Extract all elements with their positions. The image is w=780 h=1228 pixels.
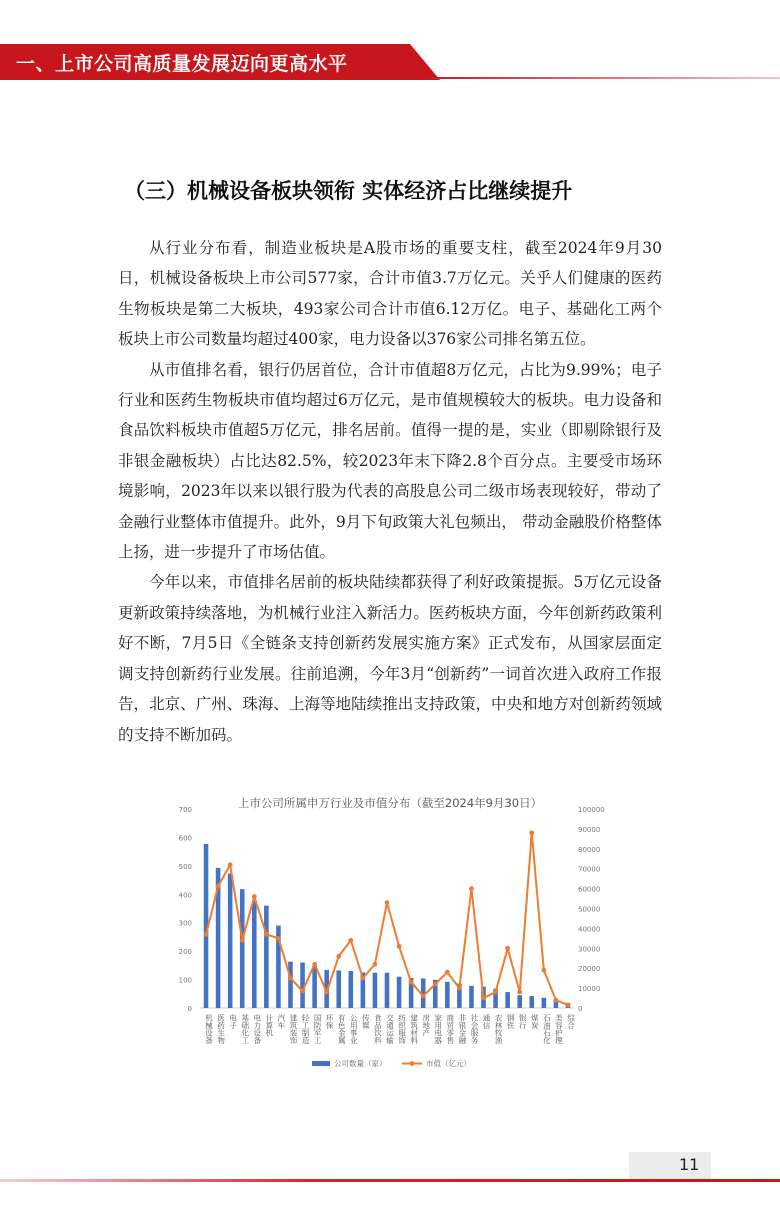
bar <box>373 973 378 1008</box>
category-label: 建筑材料 <box>409 1014 419 1044</box>
category-label: 交通运输 <box>385 1014 395 1044</box>
bar <box>445 982 450 1008</box>
category-label: 轻工制造 <box>301 1014 311 1044</box>
line-point <box>324 990 329 995</box>
category-label: 社会服务 <box>469 1014 479 1044</box>
bar <box>312 966 317 1008</box>
y-right-tick-label: 50000 <box>578 905 601 914</box>
bar <box>288 962 293 1008</box>
category-label: 机械设备 <box>204 1014 214 1044</box>
legend-label: 公司数量（家） <box>334 1059 387 1068</box>
line-point <box>204 932 209 937</box>
line-point <box>566 1003 571 1008</box>
y-left-tick-label: 100 <box>178 976 192 985</box>
y-left-tick-label: 0 <box>187 1005 192 1013</box>
section-title: （三）机械设备板块领衔 实体经济占比继续提升 <box>124 179 573 203</box>
y-left-tick-label: 600 <box>178 834 192 843</box>
category-label: 纺织服饰 <box>397 1014 407 1044</box>
category-label: 基础化工 <box>240 1014 250 1044</box>
line-point <box>288 976 293 981</box>
category-label: 银行 <box>518 1014 528 1029</box>
y-left-tick-label: 300 <box>178 919 192 928</box>
line-point <box>385 900 390 905</box>
bar <box>529 996 534 1008</box>
category-label: 商贸零售 <box>445 1014 455 1044</box>
bar <box>385 973 390 1008</box>
line-point <box>312 962 317 967</box>
line-point <box>517 990 522 995</box>
bar <box>542 998 547 1008</box>
line-point <box>336 954 341 959</box>
y-left-tick-label: 200 <box>178 948 192 957</box>
category-label: 综合 <box>566 1014 576 1029</box>
body-text <box>118 233 662 750</box>
category-label: 农林牧渔 <box>494 1014 504 1044</box>
y-left-tick-label: 500 <box>178 862 192 871</box>
line-point <box>409 980 414 985</box>
legend-swatch-bar <box>312 1061 330 1066</box>
line-point <box>505 946 510 951</box>
y-right-tick-label: 100000 <box>578 806 605 814</box>
y-right-tick-label: 90000 <box>578 825 601 834</box>
y-left-tick-label: 700 <box>178 806 192 814</box>
line-point <box>264 932 269 937</box>
category-label: 家用电器 <box>433 1014 443 1044</box>
line-point <box>360 976 365 981</box>
category-label: 煤炭 <box>530 1014 540 1029</box>
category-label: 传媒 <box>361 1014 371 1029</box>
line-point <box>469 886 474 891</box>
bar <box>505 992 510 1008</box>
page-number: 11 <box>679 1155 700 1174</box>
category-label: 公用事业 <box>349 1014 359 1044</box>
line-point <box>240 938 245 943</box>
category-label: 石油石化 <box>542 1014 552 1044</box>
line-point <box>493 990 498 995</box>
paragraph: 今年以来，市值排名居前的板块陆续都获得了利好政策提振。5万亿元设备更新政策持续落地，为机械行业注入新活力。医药板块方面，今年创新药政策利好不断，7月5日《全链条支持创新药发展实施方案》正式发布，从国家层面定调支持创新药行业发展。往前追溯，今年3月“创新药”一词首次进入政府工作报告，北京、广州、珠海、上海等地陆续推出支持政策，中央和地方对创新药领域的支持不断加码。 <box>118 573 662 744</box>
category-label: 食品饮料 <box>373 1014 383 1044</box>
bar <box>517 995 522 1008</box>
line-point <box>276 936 281 941</box>
paragraph: 从行业分布看，制造业板块是A股市场的重要支柱，截至2024年9月30日，机械设备板块上市公司577家，合计市值3.7万亿元。关乎人们健康的医药生物板块是第二大板块，493家公司合计市值6.12万亿。电子、基础化工两个板块上市公司数量均超过400家，电力设备以376家公司排名第五位。 <box>118 239 662 349</box>
line-point <box>457 986 462 991</box>
line-point <box>433 982 438 987</box>
line-point <box>421 994 426 999</box>
bar <box>397 977 402 1008</box>
y-right-tick-label: 30000 <box>578 945 601 954</box>
category-label: 国防军工 <box>313 1014 323 1044</box>
bar <box>469 986 474 1008</box>
y-left-tick-label: 400 <box>178 891 192 900</box>
bar <box>240 889 245 1008</box>
y-right-tick-label: 60000 <box>578 885 601 894</box>
y-right-tick-label: 20000 <box>578 965 601 974</box>
category-label: 汽车 <box>276 1014 286 1029</box>
bar <box>228 874 233 1008</box>
chart-canvas <box>170 795 610 1080</box>
category-label: 通信 <box>482 1014 492 1029</box>
bar <box>336 970 341 1008</box>
line-point <box>300 989 305 994</box>
y-right-tick-label: 40000 <box>578 925 601 934</box>
category-label: 建筑装饰 <box>288 1014 298 1044</box>
line-point <box>445 970 450 975</box>
category-label: 电力设备 <box>252 1014 262 1044</box>
category-label: 美容护理 <box>554 1014 564 1044</box>
footer-line <box>0 1179 780 1182</box>
line-point <box>529 830 534 835</box>
industry-chart <box>170 795 610 1080</box>
paragraph: 从市值排名看，银行仍居首位，合计市值超8万亿元，占比为9.99%；电子行业和医药生物板块市值均超过6万亿元，是市值规模较大的板块。电力设备和食品饮料板块市值超5万亿元，排名居前。值得一提的是，实业（即剔除银行及非银金融板块）占比达82.5%，较2023年末下降2.8个百分点。主要受市场环境影响，2023年以来以银行股为代表的高股息公司二级市场表现较好，带动了金融行业整体市值提升。此外，9月下旬政策大礼包频出， 带动金融股价格整体上扬，进一步提升了市场估值。 <box>118 360 662 562</box>
line-point <box>373 962 378 967</box>
header-banner <box>0 44 440 80</box>
y-right-tick-label: 0 <box>578 1005 583 1013</box>
y-right-tick-label: 80000 <box>578 845 601 854</box>
legend-label: 市值（亿元） <box>426 1059 471 1068</box>
y-right-tick-label: 10000 <box>578 985 601 994</box>
line-point <box>348 938 353 943</box>
category-label: 电子 <box>228 1014 238 1029</box>
bar <box>252 901 257 1008</box>
category-label: 非银金融 <box>457 1014 467 1044</box>
category-label: 环保 <box>325 1014 335 1029</box>
line-point <box>216 884 221 889</box>
bar <box>349 971 354 1008</box>
banner-underline <box>420 77 780 79</box>
line-point <box>554 998 559 1003</box>
line-point <box>481 996 486 1001</box>
chart-title: 上市公司所属申万行业及市值分布（截至2024年9月30日） <box>237 796 543 810</box>
banner-title: 一、上市公司高质量发展迈向更高水平 <box>16 53 348 75</box>
line-point <box>228 862 233 867</box>
line-point <box>397 944 402 949</box>
line-point <box>541 968 546 973</box>
y-right-tick-label: 70000 <box>578 865 601 874</box>
category-label: 钢铁 <box>506 1014 516 1029</box>
legend-swatch-point <box>410 1061 415 1066</box>
line-point <box>252 894 257 899</box>
category-label: 计算机 <box>264 1014 274 1037</box>
bar <box>264 906 269 1008</box>
category-label: 有色金属 <box>337 1014 347 1044</box>
category-label: 房地产 <box>421 1014 431 1037</box>
category-label: 医药生物 <box>216 1014 226 1044</box>
